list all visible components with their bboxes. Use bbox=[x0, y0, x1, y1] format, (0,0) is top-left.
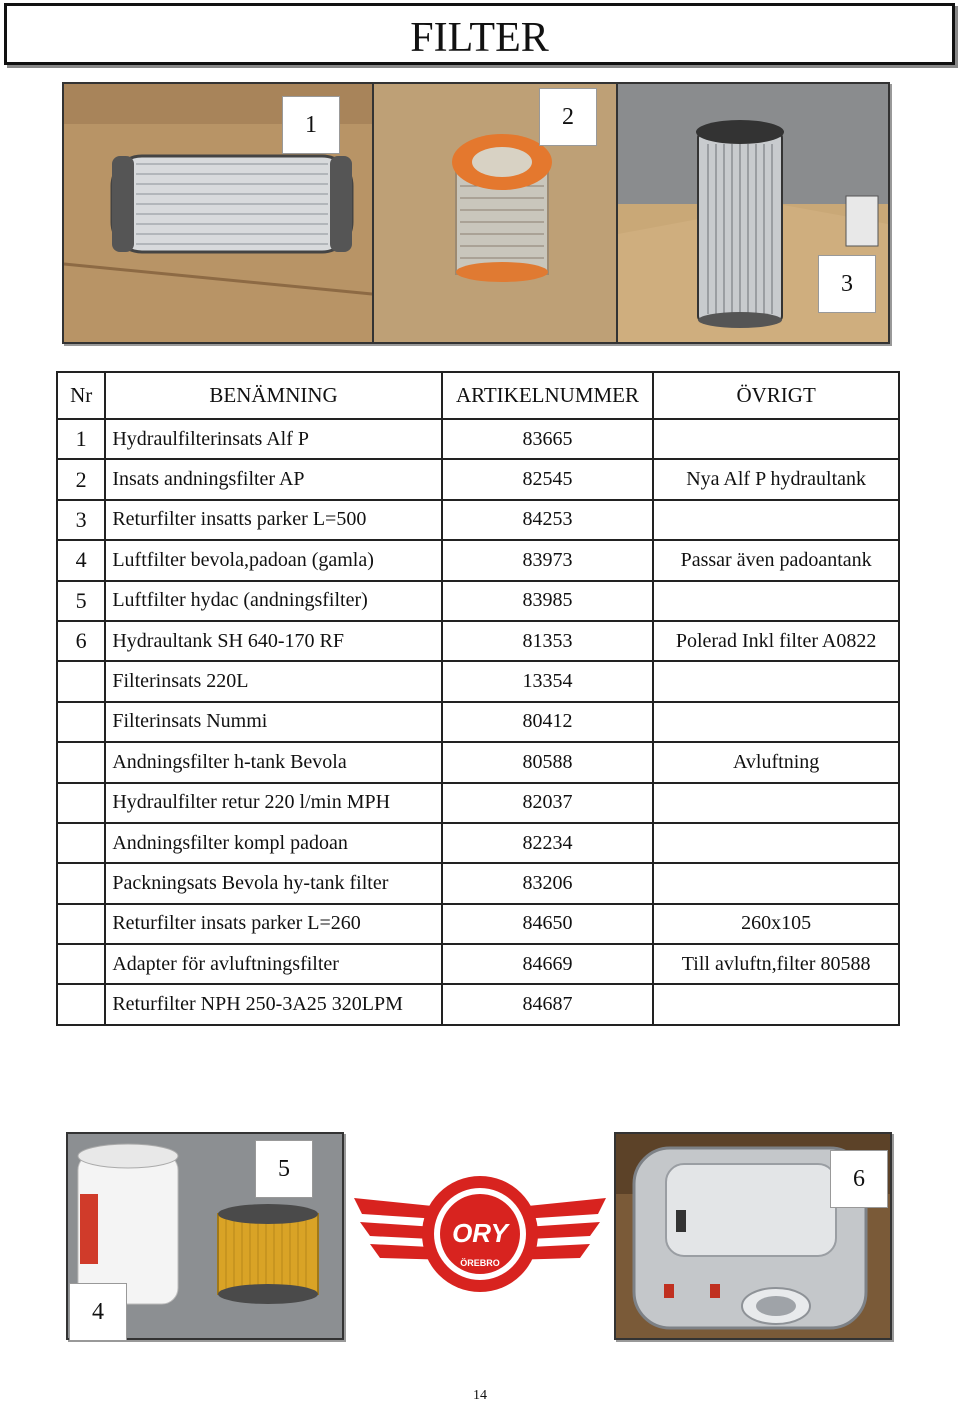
cell-other: Till avluftn,filter 80588 bbox=[653, 944, 899, 984]
table-row bbox=[57, 863, 899, 903]
cell-other: Polerad Inkl filter A0822 bbox=[653, 621, 899, 661]
cell-other bbox=[653, 984, 899, 1024]
ory-logo bbox=[350, 1168, 610, 1298]
cell-other bbox=[653, 863, 899, 903]
photo-label-2: 2 bbox=[539, 88, 597, 146]
cell-article: 83665 bbox=[442, 419, 654, 459]
cell-other bbox=[653, 500, 899, 540]
cell-name: Andningsfilter kompl padoan bbox=[105, 823, 441, 863]
table-row bbox=[57, 984, 899, 1024]
cell-name: Andningsfilter h-tank Bevola bbox=[105, 742, 441, 782]
header-other: ÖVRIGT bbox=[653, 372, 899, 419]
cell-name: Luftfilter bevola,padoan (gamla) bbox=[105, 540, 441, 580]
cell-name: Returfilter insatts parker L=500 bbox=[105, 500, 441, 540]
table-row bbox=[57, 904, 899, 944]
header-name: BENÄMNING bbox=[105, 372, 441, 419]
cell-other: Nya Alf P hydraultank bbox=[653, 459, 899, 499]
cell-article: 83206 bbox=[442, 863, 654, 903]
table-header-row bbox=[57, 372, 899, 419]
cell-nr bbox=[57, 742, 105, 782]
table-row bbox=[57, 823, 899, 863]
cell-article: 84253 bbox=[442, 500, 654, 540]
cell-name: Filterinsats Nummi bbox=[105, 702, 441, 742]
cell-nr bbox=[57, 823, 105, 863]
cell-nr: 6 bbox=[57, 621, 105, 661]
table-row bbox=[57, 419, 899, 459]
cell-other bbox=[653, 702, 899, 742]
cell-nr bbox=[57, 984, 105, 1024]
cell-name: Returfilter NPH 250-3A25 320LPM bbox=[105, 984, 441, 1024]
cell-other bbox=[653, 419, 899, 459]
cell-other bbox=[653, 661, 899, 701]
photo-label-5: 5 bbox=[255, 1140, 313, 1198]
cell-nr: 3 bbox=[57, 500, 105, 540]
cell-article: 82037 bbox=[442, 783, 654, 823]
table-row bbox=[57, 661, 899, 701]
cell-article: 13354 bbox=[442, 661, 654, 701]
cell-other: 260x105 bbox=[653, 904, 899, 944]
logo-city: ÖREBRO bbox=[460, 1258, 500, 1268]
header-nr: Nr bbox=[57, 372, 105, 419]
cell-article: 84650 bbox=[442, 904, 654, 944]
cell-name: Luftfilter hydac (andningsfilter) bbox=[105, 581, 441, 621]
logo-brand: ORY bbox=[452, 1218, 508, 1248]
cell-article: 80412 bbox=[442, 702, 654, 742]
table-row bbox=[57, 783, 899, 823]
cell-nr bbox=[57, 783, 105, 823]
cell-nr bbox=[57, 944, 105, 984]
cell-name: Adapter för avluftningsfilter bbox=[105, 944, 441, 984]
cell-nr: 5 bbox=[57, 581, 105, 621]
cell-article: 81353 bbox=[442, 621, 654, 661]
cell-article: 80588 bbox=[442, 742, 654, 782]
cell-name: Filterinsats 220L bbox=[105, 661, 441, 701]
cell-other: Avluftning bbox=[653, 742, 899, 782]
table-row bbox=[57, 500, 899, 540]
cell-other: Passar även padoantank bbox=[653, 540, 899, 580]
cell-name: Hydraulfilterinsats Alf P bbox=[105, 419, 441, 459]
cell-name: Packningsats Bevola hy-tank filter bbox=[105, 863, 441, 903]
cell-nr bbox=[57, 863, 105, 903]
photo-label-6: 6 bbox=[830, 1150, 888, 1208]
cell-name: Insats andningsfilter AP bbox=[105, 459, 441, 499]
page-title: FILTER bbox=[410, 15, 549, 61]
cell-name: Hydraultank SH 640-170 RF bbox=[105, 621, 441, 661]
cell-nr bbox=[57, 904, 105, 944]
cell-other bbox=[653, 823, 899, 863]
cell-nr: 4 bbox=[57, 540, 105, 580]
cell-article: 83973 bbox=[442, 540, 654, 580]
table-row bbox=[57, 459, 899, 499]
table-row bbox=[57, 621, 899, 661]
cell-nr bbox=[57, 702, 105, 742]
filter-table bbox=[56, 371, 900, 1026]
photo-label-1: 1 bbox=[282, 96, 340, 154]
table-row bbox=[57, 540, 899, 580]
table-row bbox=[57, 702, 899, 742]
cell-article: 84687 bbox=[442, 984, 654, 1024]
table-row bbox=[57, 944, 899, 984]
cell-article: 84669 bbox=[442, 944, 654, 984]
cell-nr: 2 bbox=[57, 459, 105, 499]
cell-article: 82234 bbox=[442, 823, 654, 863]
cell-nr: 1 bbox=[57, 419, 105, 459]
photo-label-3: 3 bbox=[818, 255, 876, 313]
page-number: 14 bbox=[473, 1388, 487, 1403]
cell-nr bbox=[57, 661, 105, 701]
cell-name: Hydraulfilter retur 220 l/min MPH bbox=[105, 783, 441, 823]
title-box bbox=[4, 3, 955, 65]
cell-other bbox=[653, 783, 899, 823]
cell-other bbox=[653, 581, 899, 621]
cell-article: 82545 bbox=[442, 459, 654, 499]
cell-name: Returfilter insats parker L=260 bbox=[105, 904, 441, 944]
table-row bbox=[57, 742, 899, 782]
table-row bbox=[57, 581, 899, 621]
photo-label-4: 4 bbox=[69, 1283, 127, 1341]
cell-article: 83985 bbox=[442, 581, 654, 621]
header-article: ARTIKELNUMMER bbox=[442, 372, 654, 419]
